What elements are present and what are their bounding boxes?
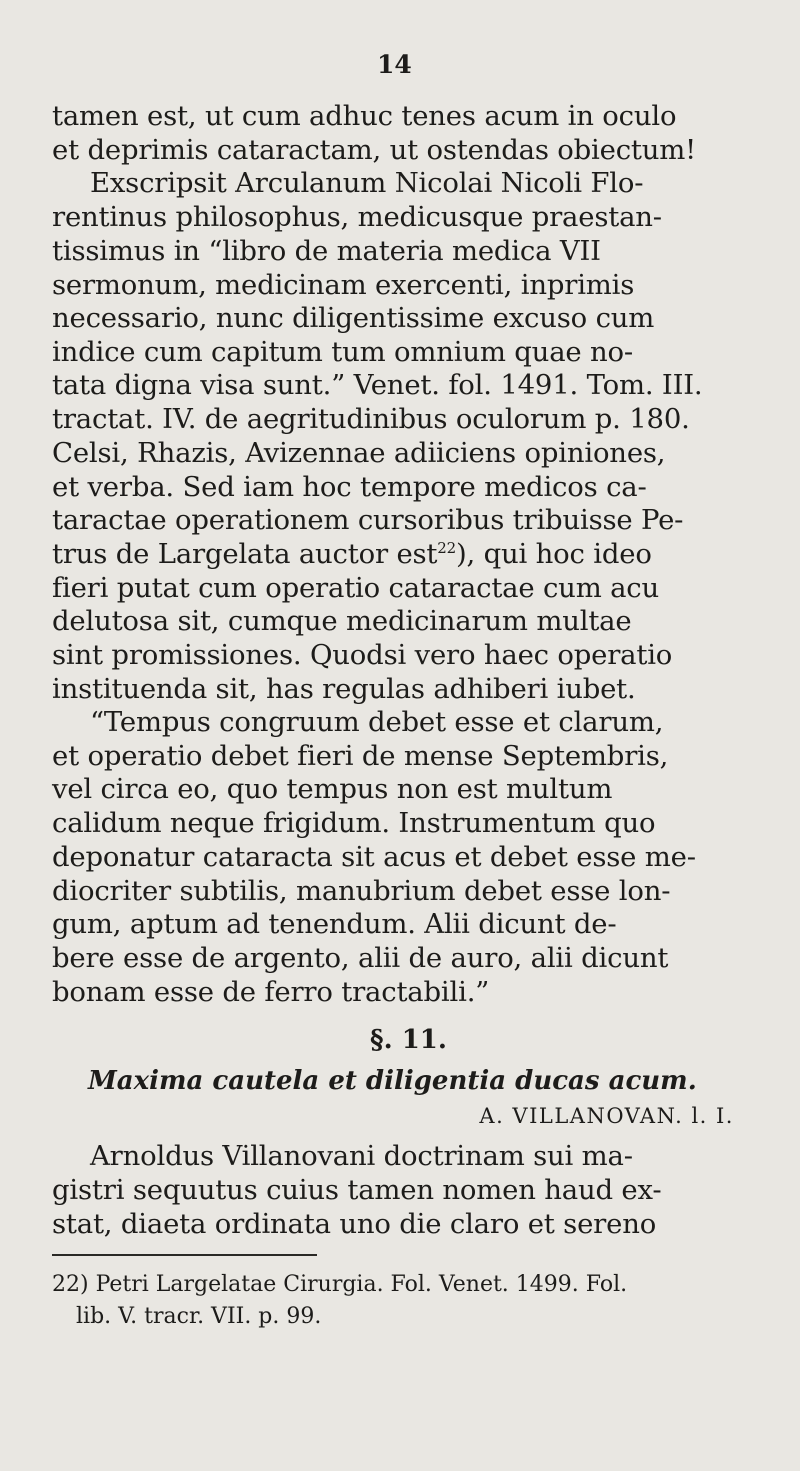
body-line-22: calidum neque frigidum. Instrumentum quo [52, 807, 656, 839]
footnote-text-1: Petri Largelatae Cirurgia. Fol. Venet. 1499. Fol. [95, 1272, 628, 1297]
body-line-15: fieri putat cum operatio cataractae cum acu [52, 572, 660, 604]
section-line-2: gistri sequutus cuius tamen nomen haud ex- [52, 1174, 662, 1206]
body-line-11: Celsi, Rhazis, Avizennae adiiciens opiniones, [52, 437, 666, 469]
body-line-6: sermonum, medicinam exercenti, inprimis [52, 269, 635, 301]
body-line-4: rentinus philosophus, medicusque praestan- [52, 201, 662, 233]
body-line-14 [52, 538, 652, 570]
section-number: §. 11. [370, 1025, 447, 1055]
footnote-divider [52, 1254, 317, 1256]
body-line-14-head: trus de Largelata auctor est [52, 538, 438, 570]
body-line-10: tractat. IV. de aegritudinibus oculorum p. 180. [52, 403, 690, 435]
body-line-26: bere esse de argento, alii de auro, alii dicunt [52, 942, 669, 974]
body-line-8: indice cum capitum tum omnium quae no- [52, 336, 633, 368]
section-line-3: stat, diaeta ordinata uno die claro et sereno [52, 1208, 657, 1240]
body-line-23: deponatur cataracta sit acus et debet esse me- [52, 841, 696, 873]
footnote-line-1 [52, 1274, 627, 1296]
body-line-17: sint promissiones. Quodsi vero haec operatio [52, 639, 673, 671]
body-line-25: gum, aptum ad tenendum. Alii dicunt de- [52, 908, 617, 940]
footnote-line-2: lib. V. tracr. VII. p. 99. [76, 1304, 322, 1329]
body-line-18: instituenda sit, has regulas adhiberi iubet. [52, 673, 636, 705]
section-line-1: Arnoldus Villanovani doctrinam sui ma- [90, 1140, 633, 1172]
body-line-2: et deprimis cataractam, ut ostendas obiectum! [52, 134, 696, 166]
body-line-19: “Tempus congruum debet esse et clarum, [90, 706, 664, 738]
body-line-1: tamen est, ut cum adhuc tenes acum in oculo [52, 100, 677, 132]
body-line-7: necessario, nunc diligentissime excuso cum [52, 302, 655, 334]
body-line-27: bonam esse de ferro tractabili.” [52, 976, 490, 1008]
page-number: 14 [377, 50, 412, 79]
motto-attribution: A. VILLANOVAN. l. I. [479, 1104, 734, 1128]
body-line-3: Exscripsit Arculanum Nicolai Nicoli Flo- [90, 167, 644, 199]
body-line-21: vel circa eo, quo tempus non est multum [52, 773, 613, 805]
footnote-marker: 22) [52, 1272, 89, 1297]
body-line-14-tail: ), qui hoc ideo [455, 538, 652, 570]
body-line-20: et operatio debet fieri de mense Septembris, [52, 740, 669, 772]
body-line-24: diocriter subtilis, manubrium debet esse lon- [52, 875, 671, 907]
body-line-5: tissimus in “libro de materia medica VII [52, 235, 601, 267]
body-line-13: taractae operationem cursoribus tribuisse Pe- [52, 504, 684, 536]
body-line-9: tata digna visa sunt.” Venet. fol. 1491. Tom. III. [52, 369, 703, 401]
body-line-12: et verba. Sed iam hoc tempore medicos ca- [52, 471, 647, 503]
section-motto: Maxima cautela et diligentia ducas acum. [88, 1066, 697, 1096]
footnote-reference: 22 [437, 538, 456, 557]
body-line-16: delutosa sit, cumque medicinarum multae [52, 605, 632, 637]
